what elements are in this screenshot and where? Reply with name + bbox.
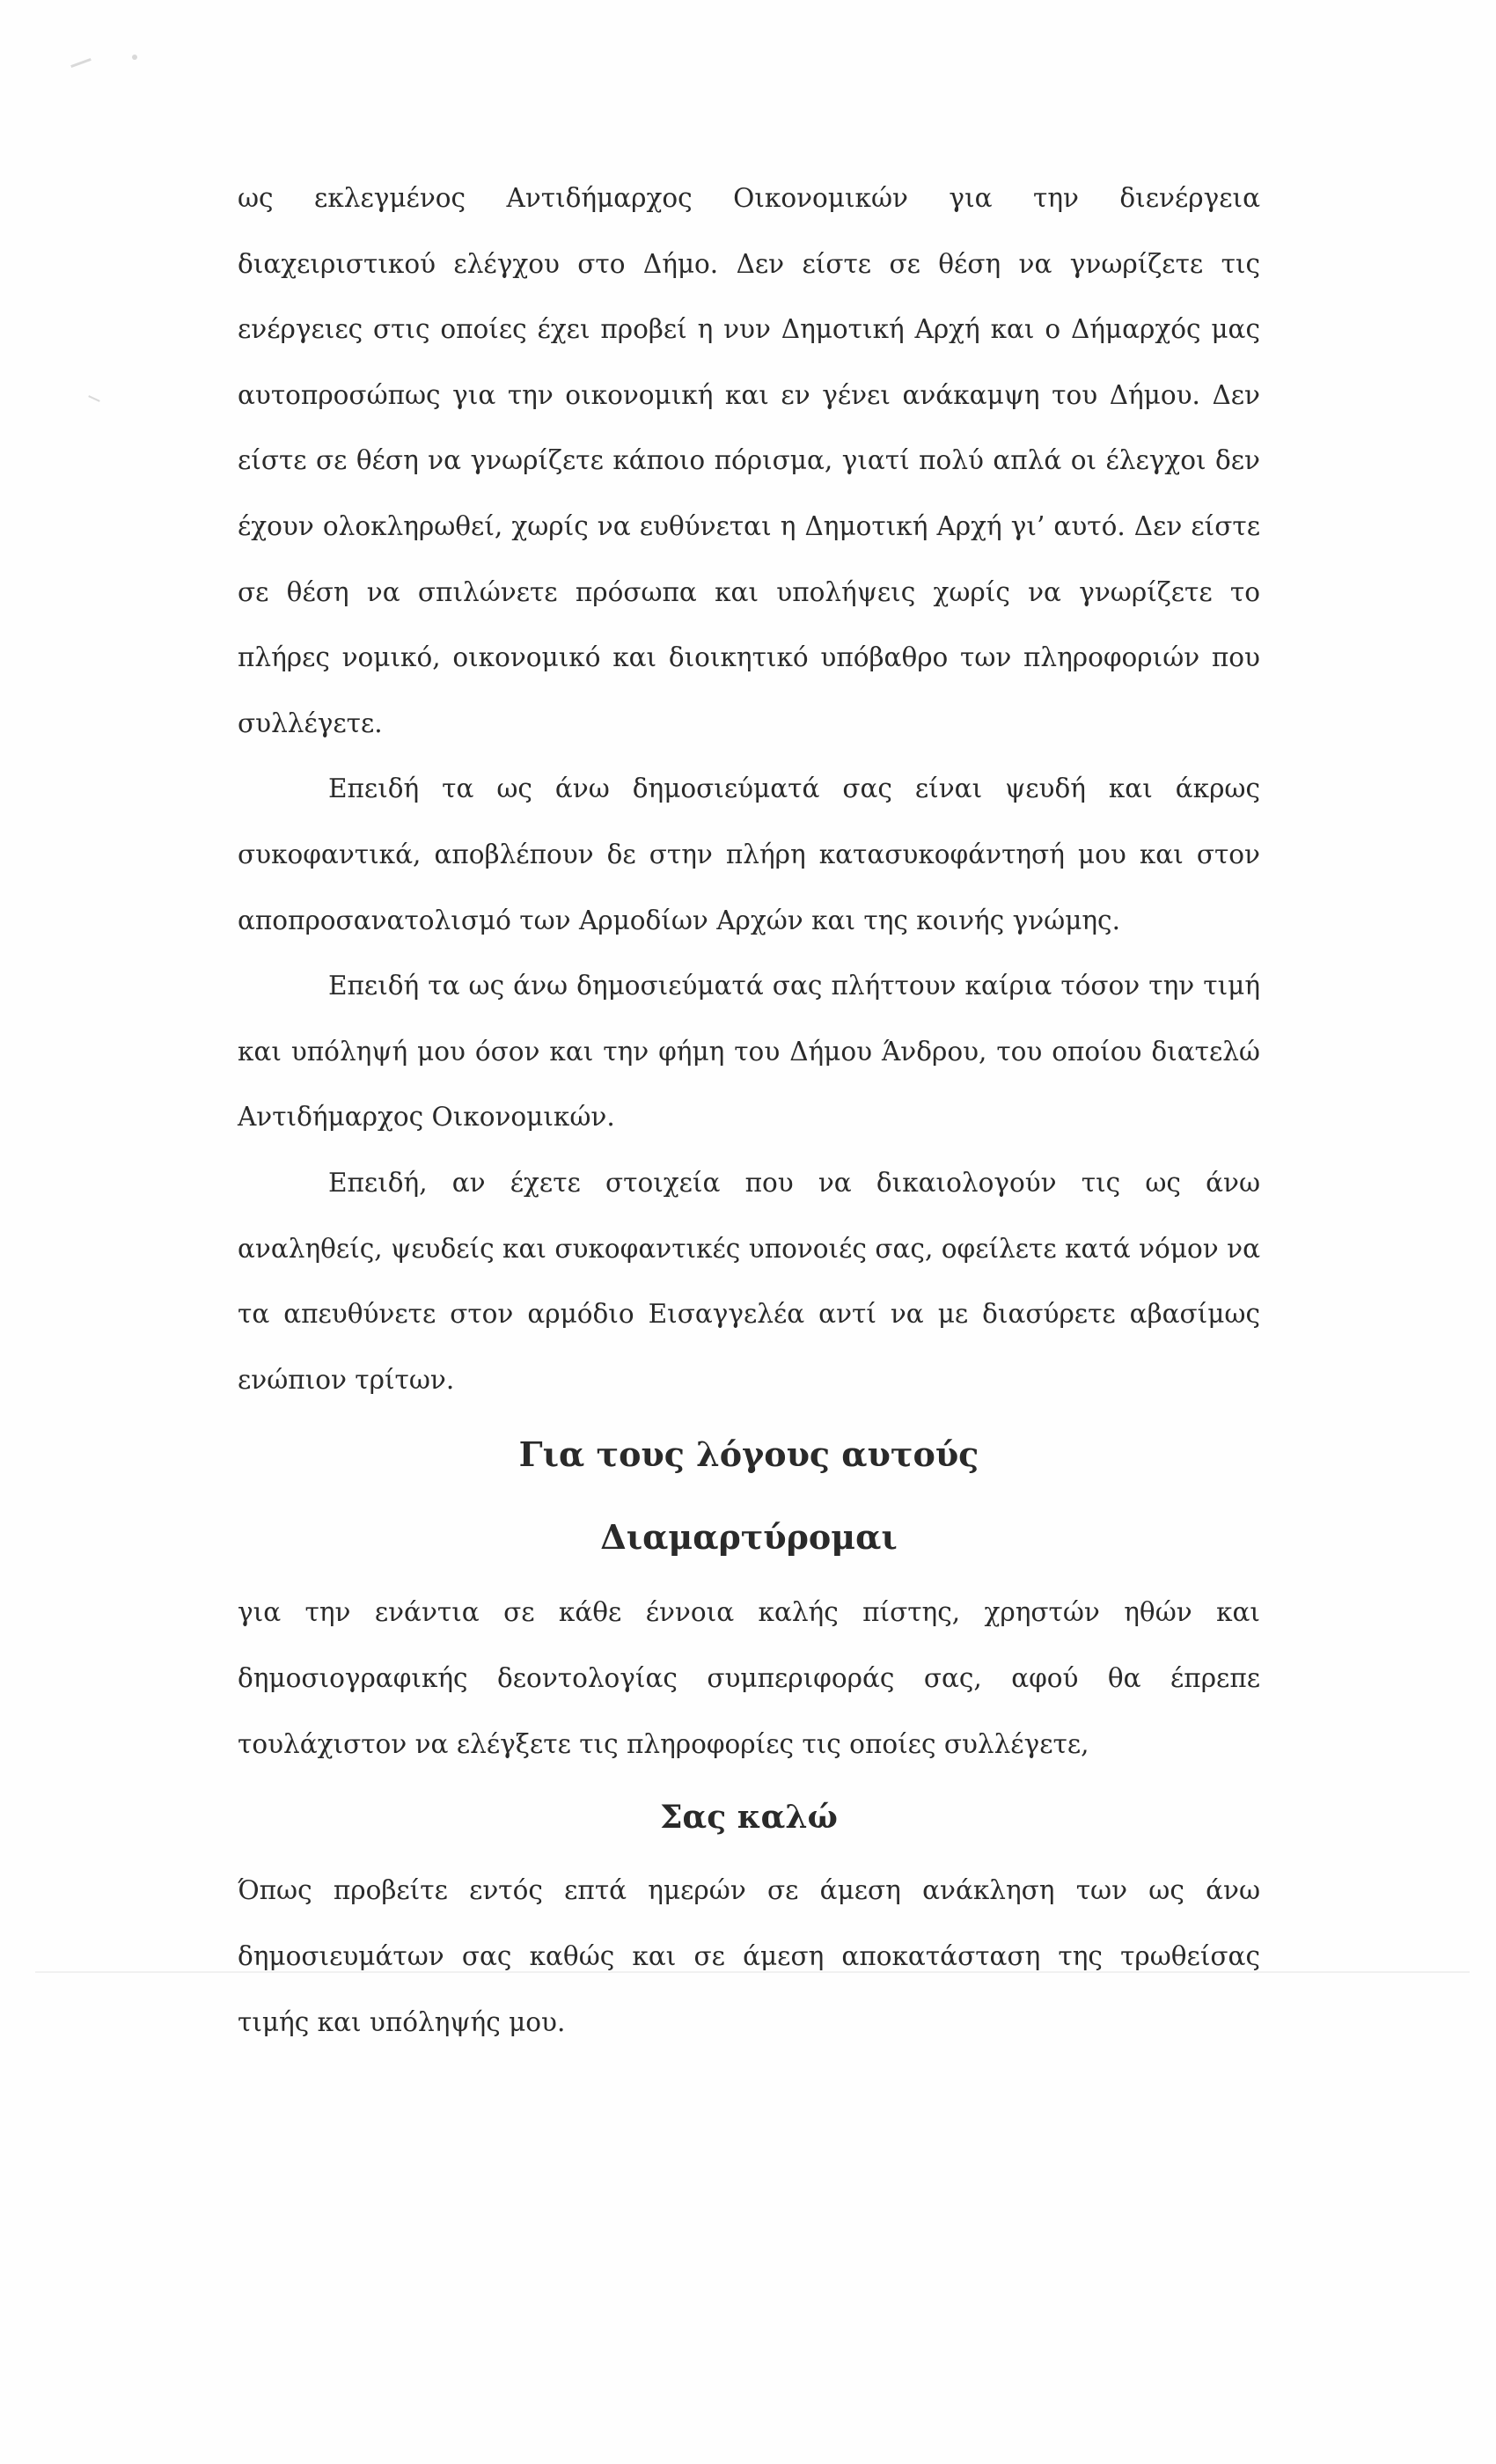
paragraph-false-publications: Επειδή τα ως άνω δημοσιεύματά σας είναι ψευδή και άκρως συκοφαντικά, αποβλέπουν δε στην πλήρη κατασυκοφάντησή μου και στον αποπροσανατολισμό των Αρμοδίων Αρχών και της κοινής γνώμης. xyxy=(238,774,1260,935)
heading-protest: Διαμαρτύρομαι xyxy=(600,1517,898,1558)
paragraph-prosecutor: Επειδή, αν έχετε στοιχεία που να δικαιολογούν τις ως άνω αναληθείς, ψευδείς και συκοφαντικές υπονοιές σας, οφείλετε κατά νόμον να τα απευθύνετε στον αρμόδιο Εισαγγελέα αντί να με διασύρετε αβασίμως ενώπιον τρίτων. xyxy=(238,1167,1260,1395)
scan-speck xyxy=(88,395,100,402)
paragraph-reputation: Επειδή τα ως άνω δημοσιεύματά σας πλήττουν καίρια τόσον την τιμή και υπόληψή μου όσον και την φήμη του Δήμου Άνδρου, του οποίου διατελώ Αντιδήμαρχος Οικονομικών. xyxy=(238,971,1260,1133)
heading-call: Σας καλώ xyxy=(660,1799,838,1837)
paragraph-findings: ως εκλεγμένος Αντιδήμαρχος Οικονομικών για την διενέργεια διαχειριστικού ελέγχου στο Δήμο. Δεν είστε σε θέση να γνωρίζετε τις ενέργειες στις οποίες έχει προβεί η νυν Δημοτική Αρχή και ο Δήμαρχός μας αυτοπροσώπως για την οικονομική και εν γένει ανάκαμψη του Δήμου. Δεν είστε σε θέση να γνωρίζετε κάποιο πόρισμα, γιατί πολύ απλά οι έλεγχοι δεν έχουν ολοκληρωθεί, χωρίς να ευθύνεται η Δημοτική Αρχή γι’ αυτό. Δεν είστε σε θέση να σπιλώνετε πρόσωπα και υπολήψεις χωρίς να γνωρίζετε το πλήρες νομικό, οικονομικό και διοικητικό υπόβαθρο των πληροφοριών που συλλέγετε. xyxy=(238,183,1260,738)
paragraph-protest: για την ενάντια σε κάθε έννοια καλής πίστης, χρηστών ηθών και δημοσιογραφικής δεοντολογίας συμπεριφοράς σας, αφού θα έπρεπε τουλάχιστον να ελέγξετε τις πληροφορίες τις οποίες συλλέγετε, xyxy=(238,1597,1260,1760)
scan-speck xyxy=(132,55,137,60)
heading-reasons: Για τους λόγους αυτούς xyxy=(518,1434,979,1475)
scan-speck xyxy=(70,58,92,68)
paragraph-call: Όπως προβείτε εντός επτά ημερών σε άμεση ανάκληση των ως άνω δημοσιευμάτων σας καθώς και σε άμεση αποκατάσταση της τρωθείσας τιμής και υπόληψής μου. xyxy=(238,1875,1260,2038)
document-body xyxy=(238,165,1260,2056)
